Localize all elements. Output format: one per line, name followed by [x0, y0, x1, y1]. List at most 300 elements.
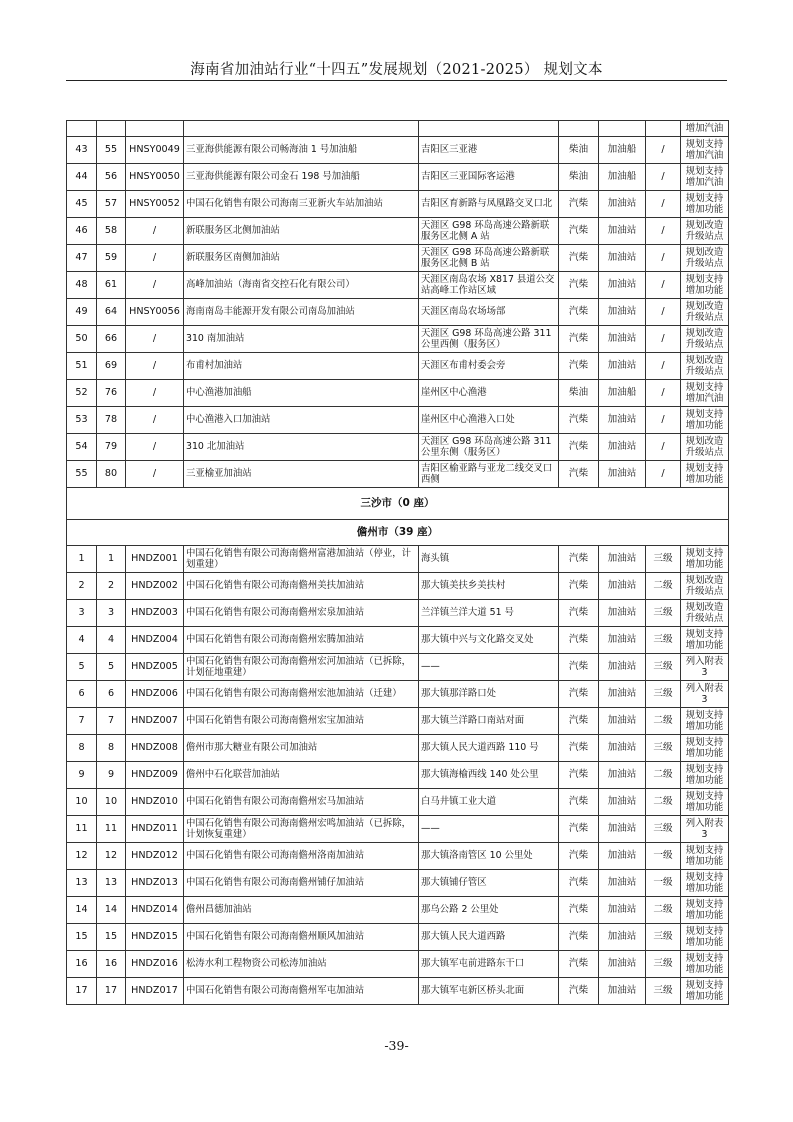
- note-cell: 规划支持增加功能: [681, 951, 729, 978]
- station-name-cell: 中心渔港入口加油站: [184, 407, 419, 434]
- station-code-cell: HNDZ017: [126, 978, 184, 1005]
- fuel-type-cell: 汽柴: [559, 353, 599, 380]
- fuel-type-cell: 汽柴: [559, 843, 599, 870]
- grade-cell: 二级: [646, 789, 681, 816]
- grade-cell: /: [646, 245, 681, 272]
- grade-cell: /: [646, 137, 681, 164]
- grade-cell: 三级: [646, 951, 681, 978]
- original-index-cell: 15: [97, 924, 126, 951]
- address-cell: 天涯区 G98 环岛高速公路 311 公里西侧（服务区）: [419, 326, 559, 353]
- note-cell: 规划支持增加功能: [681, 735, 729, 762]
- fuel-type-cell: 汽柴: [559, 245, 599, 272]
- station-name-cell: 中国石化销售有限公司海南儋州铺仔加油站: [184, 870, 419, 897]
- original-index-cell: 13: [97, 870, 126, 897]
- station-name-cell: 中国石化销售有限公司海南儋州宏河加油站（已拆除，计划征地重建）: [184, 654, 419, 681]
- table-row: [67, 600, 729, 627]
- table-row: [67, 627, 729, 654]
- station-name-cell: 310 北加油站: [184, 434, 419, 461]
- table-row-continued: [67, 121, 729, 137]
- table-row: [67, 299, 729, 326]
- grade-cell: /: [646, 461, 681, 488]
- station-code-cell: HNDZ013: [126, 870, 184, 897]
- grade-cell: /: [646, 299, 681, 326]
- grade-cell: 三级: [646, 654, 681, 681]
- station-code-cell: HNDZ002: [126, 573, 184, 600]
- index-cell: 6: [67, 681, 97, 708]
- note-cell: 规划支持增加功能: [681, 897, 729, 924]
- station-name-cell: 儋州市那大糖业有限公司加油站: [184, 735, 419, 762]
- original-index-cell: 57: [97, 191, 126, 218]
- address-cell: 那大镇军屯新区桥头北面: [419, 978, 559, 1005]
- table-row: [67, 573, 729, 600]
- note-cell: 规划改造升级站点: [681, 299, 729, 326]
- table-row: [67, 353, 729, 380]
- original-index-cell: 3: [97, 600, 126, 627]
- station-type-cell: 加油站: [599, 353, 646, 380]
- fuel-type-cell: 汽柴: [559, 978, 599, 1005]
- station-code-cell: HNDZ006: [126, 681, 184, 708]
- table-row: [67, 870, 729, 897]
- fuel-type-cell: 汽柴: [559, 708, 599, 735]
- address-cell: 那大镇美扶乡美扶村: [419, 573, 559, 600]
- grade-cell: 三级: [646, 681, 681, 708]
- note-cell: 规划改造升级站点: [681, 600, 729, 627]
- fuel-type-cell: 汽柴: [559, 461, 599, 488]
- address-cell: ——: [419, 654, 559, 681]
- table-row: [67, 272, 729, 299]
- station-type-cell: 加油船: [599, 164, 646, 191]
- station-type-cell: 加油站: [599, 708, 646, 735]
- station-type-cell: 加油站: [599, 924, 646, 951]
- index-cell: 55: [67, 461, 97, 488]
- station-name-cell: 中心渔港加油船: [184, 380, 419, 407]
- note-cell: 规划支持增加功能: [681, 191, 729, 218]
- original-index-cell: 9: [97, 762, 126, 789]
- note-cell: 规划支持增加功能: [681, 461, 729, 488]
- address-cell: 那大镇洛南管区 10 公里处: [419, 843, 559, 870]
- address-cell: ——: [419, 816, 559, 843]
- station-code-cell: HNDZ005: [126, 654, 184, 681]
- address-cell: 兰洋镇兰洋大道 51 号: [419, 600, 559, 627]
- header-divider: [66, 80, 727, 81]
- table-row: [67, 843, 729, 870]
- grade-cell: 三级: [646, 735, 681, 762]
- address-cell: 天涯区 G98 环岛高速公路新联服务区北侧 B 站: [419, 245, 559, 272]
- original-index-cell: 80: [97, 461, 126, 488]
- address-cell: 那大镇人民大道西路: [419, 924, 559, 951]
- index-cell: 15: [67, 924, 97, 951]
- address-cell: 天涯区南岛农场场部: [419, 299, 559, 326]
- table-row: [67, 681, 729, 708]
- table-row: [67, 191, 729, 218]
- table-row: [67, 546, 729, 573]
- index-cell: 51: [67, 353, 97, 380]
- station-code-cell: HNSY0056: [126, 299, 184, 326]
- fuel-type-cell: 汽柴: [559, 870, 599, 897]
- table-row: [67, 461, 729, 488]
- index-cell: 9: [67, 762, 97, 789]
- station-type-cell: 加油站: [599, 573, 646, 600]
- original-index-cell: 12: [97, 843, 126, 870]
- grade-cell: 二级: [646, 708, 681, 735]
- note-cell: 规划改造升级站点: [681, 434, 729, 461]
- note-cell: 规划支持增加功能: [681, 272, 729, 299]
- station-name-cell: 中国石化销售有限公司海南三亚新火车站加油站: [184, 191, 419, 218]
- index-cell: 11: [67, 816, 97, 843]
- address-cell: 天涯区 G98 环岛高速公路新联服务区北侧 A 站: [419, 218, 559, 245]
- station-type-cell: 加油站: [599, 461, 646, 488]
- address-cell: 白马井镇工业大道: [419, 789, 559, 816]
- table-row: [67, 137, 729, 164]
- note-cell: 规划支持增加功能: [681, 407, 729, 434]
- station-code-cell: HNDZ010: [126, 789, 184, 816]
- station-name-cell: 儋州昌德加油站: [184, 897, 419, 924]
- station-name-cell: 海南南岛丰能源开发有限公司南岛加油站: [184, 299, 419, 326]
- grade-cell: /: [646, 272, 681, 299]
- index-cell: 43: [67, 137, 97, 164]
- section-row: [67, 520, 729, 546]
- table-row: [67, 407, 729, 434]
- station-name-cell: 中国石化销售有限公司海南儋州顺风加油站: [184, 924, 419, 951]
- station-name-cell: 高峰加油站（海南省交控石化有限公司）: [184, 272, 419, 299]
- station-name-cell: 三亚海供能源有限公司金石 198 号加油船: [184, 164, 419, 191]
- station-type-cell: 加油站: [599, 407, 646, 434]
- station-type-cell: 加油船: [599, 137, 646, 164]
- station-type-cell: 加油站: [599, 627, 646, 654]
- grade-cell: 三级: [646, 546, 681, 573]
- note-cell: 规划支持增加功能: [681, 924, 729, 951]
- fuel-type-cell: 汽柴: [559, 573, 599, 600]
- station-name-cell: 中国石化销售有限公司海南儋州宏泉加油站: [184, 600, 419, 627]
- section-heading-danzhou: 儋州市（39 座）: [67, 520, 729, 546]
- station-code-cell: HNDZ008: [126, 735, 184, 762]
- station-name-cell: 中国石化销售有限公司海南儋州宏鸣加油站（已拆除，计划恢复重建）: [184, 816, 419, 843]
- address-cell: 崖州区中心渔港入口处: [419, 407, 559, 434]
- station-name-cell: 中国石化销售有限公司海南儋州军屯加油站: [184, 978, 419, 1005]
- note-cell: 规划支持增加功能: [681, 708, 729, 735]
- table-row: [67, 897, 729, 924]
- fuel-type-cell: 汽柴: [559, 218, 599, 245]
- grade-cell: 三级: [646, 978, 681, 1005]
- station-table: [66, 120, 729, 1005]
- index-cell: 5: [67, 654, 97, 681]
- station-name-cell: 儋州中石化联营加油站: [184, 762, 419, 789]
- fuel-type-cell: 汽柴: [559, 789, 599, 816]
- station-name-cell: 中国石化销售有限公司海南儋州宏宝加油站: [184, 708, 419, 735]
- index-cell: 4: [67, 627, 97, 654]
- grade-cell: 三级: [646, 600, 681, 627]
- original-index-cell: 1: [97, 546, 126, 573]
- index-cell: 10: [67, 789, 97, 816]
- station-code-cell: HNSY0052: [126, 191, 184, 218]
- station-type-cell: 加油站: [599, 816, 646, 843]
- table-body: [67, 121, 729, 1005]
- fuel-type-cell: 汽柴: [559, 735, 599, 762]
- fuel-type-cell: 汽柴: [559, 299, 599, 326]
- station-name-cell: 中国石化销售有限公司海南儋州宏池加油站（迁建）: [184, 681, 419, 708]
- station-code-cell: HNDZ009: [126, 762, 184, 789]
- note-cell: 规划支持增加汽油: [681, 164, 729, 191]
- station-code-cell: HNDZ016: [126, 951, 184, 978]
- grade-cell: 二级: [646, 762, 681, 789]
- fuel-type-cell: 汽柴: [559, 546, 599, 573]
- note-cell: 规划支持增加功能: [681, 843, 729, 870]
- station-type-cell: 加油站: [599, 843, 646, 870]
- note-cell: 列入附表 3: [681, 816, 729, 843]
- station-type-cell: 加油站: [599, 600, 646, 627]
- index-cell: 53: [67, 407, 97, 434]
- station-code-cell: /: [126, 353, 184, 380]
- fuel-type-cell: 柴油: [559, 380, 599, 407]
- grade-cell: /: [646, 407, 681, 434]
- fuel-type-cell: 汽柴: [559, 434, 599, 461]
- table-row: [67, 924, 729, 951]
- fuel-type-cell: 汽柴: [559, 897, 599, 924]
- index-cell: 50: [67, 326, 97, 353]
- address-cell: 那大镇兰洋路口南站对面: [419, 708, 559, 735]
- station-code-cell: HNDZ014: [126, 897, 184, 924]
- fuel-type-cell: 汽柴: [559, 816, 599, 843]
- note-cell: 规划支持增加功能: [681, 978, 729, 1005]
- index-cell: 54: [67, 434, 97, 461]
- station-type-cell: 加油站: [599, 546, 646, 573]
- station-type-cell: 加油站: [599, 951, 646, 978]
- address-cell: 吉阳区育新路与凤凰路交叉口北: [419, 191, 559, 218]
- note-cell: 规划支持增加功能: [681, 789, 729, 816]
- index-cell: 14: [67, 897, 97, 924]
- section-heading-sansha: 三沙市（0 座）: [67, 488, 729, 520]
- grade-cell: /: [646, 191, 681, 218]
- grade-cell: /: [646, 218, 681, 245]
- fuel-type-cell: 汽柴: [559, 191, 599, 218]
- address-cell: 那大镇海榆西线 140 处公里: [419, 762, 559, 789]
- address-cell: 吉阳区榆亚路与亚龙二线交叉口西侧: [419, 461, 559, 488]
- original-index-cell: 55: [97, 137, 126, 164]
- station-code-cell: /: [126, 245, 184, 272]
- address-cell: 那大镇铺仔管区: [419, 870, 559, 897]
- address-cell: 那大镇中兴与文化路交叉处: [419, 627, 559, 654]
- fuel-type-cell: 汽柴: [559, 407, 599, 434]
- station-code-cell: /: [126, 326, 184, 353]
- original-index-cell: 16: [97, 951, 126, 978]
- station-code-cell: /: [126, 380, 184, 407]
- index-cell: 48: [67, 272, 97, 299]
- station-code-cell: HNDZ001: [126, 546, 184, 573]
- note-cell: 规划支持增加功能: [681, 627, 729, 654]
- station-code-cell: /: [126, 461, 184, 488]
- table-row: [67, 762, 729, 789]
- station-code-cell: /: [126, 434, 184, 461]
- station-type-cell: 加油站: [599, 245, 646, 272]
- original-index-cell: 76: [97, 380, 126, 407]
- station-type-cell: 加油站: [599, 897, 646, 924]
- address-cell: 天涯区南岛农场 X817 县道公交站高峰工作站区域: [419, 272, 559, 299]
- grade-cell: /: [646, 380, 681, 407]
- station-name-cell: 松涛水利工程物资公司松涛加油站: [184, 951, 419, 978]
- fuel-type-cell: 汽柴: [559, 654, 599, 681]
- original-index-cell: 69: [97, 353, 126, 380]
- address-cell: 天涯区布甫村委会旁: [419, 353, 559, 380]
- station-code-cell: HNDZ003: [126, 600, 184, 627]
- grade-cell: /: [646, 326, 681, 353]
- fuel-type-cell: 柴油: [559, 137, 599, 164]
- original-index-cell: 5: [97, 654, 126, 681]
- station-type-cell: 加油站: [599, 434, 646, 461]
- fuel-type-cell: 汽柴: [559, 600, 599, 627]
- grade-cell: 一级: [646, 870, 681, 897]
- original-index-cell: 59: [97, 245, 126, 272]
- fuel-type-cell: 汽柴: [559, 627, 599, 654]
- note-cell: 规划改造升级站点: [681, 218, 729, 245]
- original-index-cell: 58: [97, 218, 126, 245]
- table-row: [67, 789, 729, 816]
- table-row: [67, 708, 729, 735]
- index-cell: 12: [67, 843, 97, 870]
- index-cell: 44: [67, 164, 97, 191]
- address-cell: 吉阳区三亚国际客运港: [419, 164, 559, 191]
- address-cell: 海头镇: [419, 546, 559, 573]
- station-type-cell: 加油站: [599, 654, 646, 681]
- address-cell: 那大镇那洋路口处: [419, 681, 559, 708]
- note-cell: 规划改造升级站点: [681, 245, 729, 272]
- fuel-type-cell: 汽柴: [559, 272, 599, 299]
- fuel-type-cell: 汽柴: [559, 762, 599, 789]
- index-cell: 13: [67, 870, 97, 897]
- index-cell: 49: [67, 299, 97, 326]
- original-index-cell: 6: [97, 681, 126, 708]
- address-cell: 天涯区 G98 环岛高速公路 311 公里东侧（服务区）: [419, 434, 559, 461]
- note-cell: 规划支持增加功能: [681, 870, 729, 897]
- note-cell: 列入附表 3: [681, 681, 729, 708]
- original-index-cell: 66: [97, 326, 126, 353]
- original-index-cell: 64: [97, 299, 126, 326]
- station-code-cell: HNDZ015: [126, 924, 184, 951]
- note-cell: 增加汽油: [681, 121, 729, 137]
- station-name-cell: 中国石化销售有限公司海南儋州富港加油站（停业，计划重建）: [184, 546, 419, 573]
- station-name-cell: 310 南加油站: [184, 326, 419, 353]
- grade-cell: 二级: [646, 573, 681, 600]
- original-index-cell: 79: [97, 434, 126, 461]
- station-type-cell: 加油站: [599, 735, 646, 762]
- address-cell: 崖州区中心渔港: [419, 380, 559, 407]
- station-type-cell: 加油站: [599, 218, 646, 245]
- original-index-cell: 17: [97, 978, 126, 1005]
- station-name-cell: 新联服务区南侧加油站: [184, 245, 419, 272]
- station-code-cell: HNSY0050: [126, 164, 184, 191]
- original-index-cell: 8: [97, 735, 126, 762]
- address-cell: 吉阳区三亚港: [419, 137, 559, 164]
- grade-cell: 三级: [646, 627, 681, 654]
- page-number: -39-: [384, 1038, 409, 1053]
- index-cell: 2: [67, 573, 97, 600]
- fuel-type-cell: 汽柴: [559, 924, 599, 951]
- original-index-cell: 11: [97, 816, 126, 843]
- table-row: [67, 434, 729, 461]
- station-code-cell: HNDZ012: [126, 843, 184, 870]
- note-cell: 规划改造升级站点: [681, 573, 729, 600]
- station-name-cell: 布甫村加油站: [184, 353, 419, 380]
- original-index-cell: 7: [97, 708, 126, 735]
- station-code-cell: /: [126, 407, 184, 434]
- fuel-type-cell: 柴油: [559, 164, 599, 191]
- index-cell: 45: [67, 191, 97, 218]
- station-code-cell: /: [126, 218, 184, 245]
- original-index-cell: 61: [97, 272, 126, 299]
- station-name-cell: 中国石化销售有限公司海南儋州宏腾加油站: [184, 627, 419, 654]
- original-index-cell: 78: [97, 407, 126, 434]
- station-code-cell: /: [126, 272, 184, 299]
- note-cell: 规划改造升级站点: [681, 353, 729, 380]
- grade-cell: /: [646, 434, 681, 461]
- station-name-cell: 三亚海供能源有限公司畅海油 1 号加油船: [184, 137, 419, 164]
- station-type-cell: 加油站: [599, 762, 646, 789]
- table-row: [67, 735, 729, 762]
- note-cell: 规划改造升级站点: [681, 326, 729, 353]
- station-name-cell: 中国石化销售有限公司海南儋州宏马加油站: [184, 789, 419, 816]
- page-header: 海南省加油站行业“十四五”发展规划（2021-2025） 规划文本: [190, 62, 603, 78]
- note-cell: 规划支持增加功能: [681, 762, 729, 789]
- index-cell: 17: [67, 978, 97, 1005]
- grade-cell: 三级: [646, 816, 681, 843]
- station-name-cell: 中国石化销售有限公司海南儋州洛南加油站: [184, 843, 419, 870]
- table-row: [67, 245, 729, 272]
- table-row: [67, 380, 729, 407]
- station-type-cell: 加油站: [599, 191, 646, 218]
- grade-cell: 一级: [646, 843, 681, 870]
- original-index-cell: 14: [97, 897, 126, 924]
- fuel-type-cell: 汽柴: [559, 681, 599, 708]
- station-name-cell: 中国石化销售有限公司海南儋州美扶加油站: [184, 573, 419, 600]
- index-cell: 1: [67, 546, 97, 573]
- address-cell: 那大镇人民大道西路 110 号: [419, 735, 559, 762]
- table-row: [67, 978, 729, 1005]
- index-cell: 16: [67, 951, 97, 978]
- address-cell: 那大镇军屯前进路东干口: [419, 951, 559, 978]
- grade-cell: 二级: [646, 897, 681, 924]
- note-cell: 规划支持增加功能: [681, 546, 729, 573]
- table-row: [67, 951, 729, 978]
- fuel-type-cell: 汽柴: [559, 326, 599, 353]
- note-cell: 规划支持增加汽油: [681, 380, 729, 407]
- station-type-cell: 加油站: [599, 272, 646, 299]
- index-cell: 3: [67, 600, 97, 627]
- station-code-cell: HNDZ007: [126, 708, 184, 735]
- address-cell: 那乌公路 2 公里处: [419, 897, 559, 924]
- station-type-cell: 加油站: [599, 978, 646, 1005]
- original-index-cell: 56: [97, 164, 126, 191]
- index-cell: 7: [67, 708, 97, 735]
- station-type-cell: 加油站: [599, 299, 646, 326]
- table-row: [67, 218, 729, 245]
- fuel-type-cell: 汽柴: [559, 951, 599, 978]
- note-cell: 规划支持增加汽油: [681, 137, 729, 164]
- table-row: [67, 164, 729, 191]
- station-type-cell: 加油站: [599, 326, 646, 353]
- index-cell: 8: [67, 735, 97, 762]
- table-row: [67, 654, 729, 681]
- original-index-cell: 4: [97, 627, 126, 654]
- original-index-cell: 10: [97, 789, 126, 816]
- station-type-cell: 加油站: [599, 870, 646, 897]
- station-name-cell: 新联服务区北侧加油站: [184, 218, 419, 245]
- station-type-cell: 加油站: [599, 789, 646, 816]
- station-code-cell: HNDZ011: [126, 816, 184, 843]
- section-row: [67, 488, 729, 520]
- grade-cell: /: [646, 164, 681, 191]
- station-name-cell: 三亚榆亚加油站: [184, 461, 419, 488]
- grade-cell: /: [646, 353, 681, 380]
- index-cell: 47: [67, 245, 97, 272]
